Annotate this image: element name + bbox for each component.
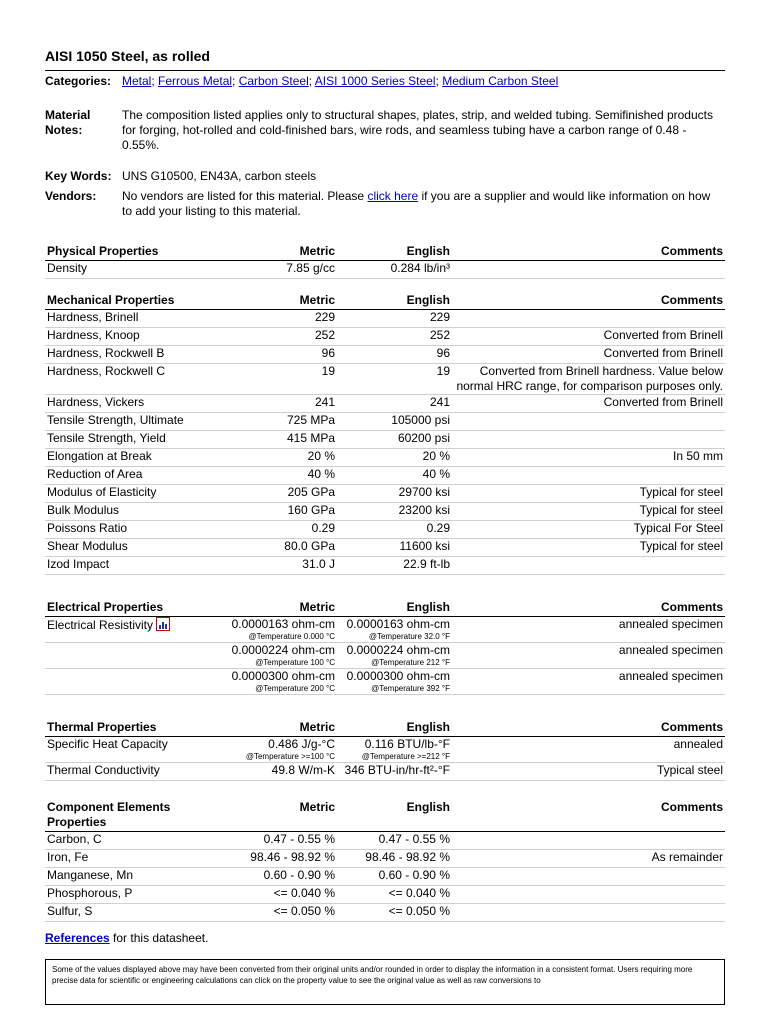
- property-row: [45, 395, 725, 413]
- english-header: English: [337, 720, 452, 737]
- english-value[interactable]: [337, 261, 452, 279]
- mechanical-properties-table: [45, 293, 725, 575]
- references-link[interactable]: References: [45, 931, 110, 945]
- metric-header: Metric: [225, 244, 337, 261]
- property-row: [45, 868, 725, 886]
- comment: [452, 868, 725, 886]
- chart-icon[interactable]: [156, 617, 170, 631]
- metric-value[interactable]: [225, 310, 337, 328]
- metric-value[interactable]: [225, 539, 337, 557]
- metric-value[interactable]: [225, 503, 337, 521]
- property-name: [45, 503, 225, 521]
- property-row: [45, 557, 725, 575]
- english-value-text: 60200 psi: [397, 431, 450, 445]
- section-header-row: [45, 293, 725, 310]
- comment: [452, 467, 725, 485]
- property-row: [45, 521, 725, 539]
- property-name: [45, 346, 225, 364]
- property-name-text: Phosphorous, P: [47, 886, 133, 900]
- english-value[interactable]: [337, 832, 452, 850]
- comment: In 50 mm: [452, 449, 725, 467]
- property-name: [45, 886, 225, 904]
- property-name-text: Elongation at Break: [47, 449, 152, 463]
- section-title: Thermal Properties: [45, 720, 225, 737]
- metric-value[interactable]: [225, 395, 337, 413]
- english-value[interactable]: [337, 521, 452, 539]
- metric-value-text: 19: [321, 364, 335, 378]
- property-name: [45, 364, 225, 395]
- comment: [452, 431, 725, 449]
- english-value-text: 252: [429, 328, 450, 342]
- category-link[interactable]: AISI 1000 Series Steel: [314, 74, 436, 88]
- english-value-text: 0.0000300 ohm-cm: [346, 669, 450, 683]
- english-value-text: <= 0.040 %: [388, 886, 450, 900]
- vendors-text-before: No vendors are listed for this material. Please: [122, 189, 368, 203]
- component-elements-table: [45, 800, 725, 922]
- comment: annealed specimen: [452, 669, 725, 695]
- comment: Converted from Brinell: [452, 346, 725, 364]
- english-value[interactable]: [337, 467, 452, 485]
- metric-value-text: 31.0 J: [302, 557, 335, 571]
- metric-value-text: 160 GPa: [287, 503, 335, 517]
- categories-label: Categories:: [45, 74, 112, 88]
- property-name: [45, 643, 225, 669]
- metric-value-text: <= 0.050 %: [273, 904, 335, 918]
- metric-condition: @Temperature >=100 °C: [245, 752, 335, 761]
- english-value-text: 229: [429, 310, 450, 324]
- metric-value[interactable]: [225, 886, 337, 904]
- english-value[interactable]: [337, 737, 452, 763]
- metric-value[interactable]: [225, 669, 337, 695]
- property-row: [45, 431, 725, 449]
- references-text: for this datasheet.: [109, 931, 209, 945]
- property-row: [45, 485, 725, 503]
- comment: Converted from Brinell: [452, 395, 725, 413]
- property-row: [45, 669, 725, 695]
- metric-value[interactable]: [225, 850, 337, 868]
- category-link[interactable]: Carbon Steel: [238, 74, 309, 88]
- english-value-text: 0.29: [426, 521, 450, 535]
- property-name: [45, 431, 225, 449]
- metric-value-text: 205 GPa: [287, 485, 335, 499]
- section-header-row: [45, 800, 725, 832]
- metric-value[interactable]: [225, 328, 337, 346]
- english-value[interactable]: [337, 886, 452, 904]
- comments-header: Comments: [452, 720, 725, 737]
- metric-value[interactable]: [225, 763, 337, 781]
- metric-condition: @Temperature 100 °C: [255, 658, 335, 667]
- comment: annealed: [452, 737, 725, 763]
- property-row: [45, 886, 725, 904]
- property-name: [45, 395, 225, 413]
- metric-value-text: 7.85 g/cc: [286, 261, 335, 275]
- metric-value[interactable]: [225, 737, 337, 763]
- english-value[interactable]: [337, 413, 452, 431]
- property-row: [45, 364, 725, 395]
- metric-value-text: 0.0000300 ohm-cm: [231, 669, 335, 683]
- comment: [452, 832, 725, 850]
- property-name: [45, 832, 225, 850]
- property-row: [45, 413, 725, 431]
- category-link[interactable]: Medium Carbon Steel: [442, 74, 559, 88]
- property-name-text: Density: [47, 261, 88, 275]
- property-name-text: Hardness, Vickers: [47, 395, 145, 409]
- property-row: [45, 261, 725, 279]
- property-name: [45, 467, 225, 485]
- english-condition: @Temperature 32.0 °F: [368, 632, 450, 641]
- thermal-properties-table: [45, 720, 725, 781]
- section-title: Component Elements Properties: [45, 800, 225, 832]
- property-row: [45, 449, 725, 467]
- metric-value-text: 252: [314, 328, 335, 342]
- english-header: English: [337, 800, 452, 832]
- english-value-text: <= 0.050 %: [388, 904, 450, 918]
- english-value-text: 29700 ksi: [398, 485, 450, 499]
- metric-value-text: 0.47 - 0.55 %: [263, 832, 335, 846]
- english-value-text: 22.9 ft-lb: [403, 557, 450, 571]
- metric-value-text: <= 0.040 %: [273, 886, 335, 900]
- english-value-text: 0.47 - 0.55 %: [378, 832, 450, 846]
- english-value-text: 96: [436, 346, 450, 360]
- english-condition: @Temperature >=212 °F: [361, 752, 450, 761]
- vendors-text: [122, 189, 722, 219]
- english-value[interactable]: [337, 539, 452, 557]
- english-value[interactable]: [337, 669, 452, 695]
- comment: [452, 413, 725, 431]
- material-notes-text: The composition listed applies only to structural shapes, plates, strip, and welded tubing. Semifinished products for forging, hot-rolled and cold-finished bars, wire rods, and seamless tubing have a carbon range of 0.48 - 0.55%.: [122, 108, 713, 152]
- english-value[interactable]: [337, 868, 452, 886]
- metric-value-text: 0.0000163 ohm-cm: [231, 617, 335, 631]
- category-link[interactable]: Metal: [122, 74, 152, 88]
- english-value-text: 0.116 BTU/lb-°F: [364, 737, 450, 751]
- comment: Converted from Brinell hardness. Value below normal HRC range, for comparison purposes only.: [452, 364, 725, 395]
- property-row: [45, 310, 725, 328]
- section-header-row: [45, 244, 725, 261]
- property-name-text: Hardness, Rockwell C: [47, 364, 166, 378]
- metric-condition: @Temperature 0.000 °C: [248, 632, 335, 641]
- english-value[interactable]: [337, 328, 452, 346]
- metric-value-text: 49.8 W/m-K: [271, 763, 335, 777]
- english-value[interactable]: [337, 850, 452, 868]
- property-name: [45, 539, 225, 557]
- property-name-text: Thermal Conductivity: [47, 763, 160, 777]
- comment: Typical steel: [452, 763, 725, 781]
- english-value[interactable]: [337, 503, 452, 521]
- metric-value-text: 0.60 - 0.90 %: [263, 868, 335, 882]
- metric-value[interactable]: [225, 485, 337, 503]
- property-name-text: Carbon, C: [47, 832, 102, 846]
- english-value-text: 40 %: [422, 467, 450, 481]
- metric-value-text: 80.0 GPa: [284, 539, 335, 553]
- metric-value-text: 0.29: [311, 521, 335, 535]
- english-value[interactable]: [337, 904, 452, 922]
- property-row: [45, 617, 725, 643]
- material-notes-label: Material Notes:: [45, 108, 91, 137]
- property-name: [45, 413, 225, 431]
- english-header: English: [337, 600, 452, 617]
- metric-value-text: 229: [314, 310, 335, 324]
- property-row: [45, 737, 725, 763]
- property-row: [45, 832, 725, 850]
- metric-value-text: 0.0000224 ohm-cm: [231, 643, 335, 657]
- metric-header: Metric: [225, 600, 337, 617]
- comments-header: Comments: [452, 800, 725, 832]
- metric-value[interactable]: [225, 617, 337, 643]
- metric-value-text: 241: [314, 395, 335, 409]
- comment: [452, 261, 725, 279]
- comment: Typical for steel: [452, 485, 725, 503]
- comments-header: Comments: [452, 244, 725, 261]
- property-name: [45, 617, 225, 643]
- comments-header: Comments: [452, 600, 725, 617]
- metric-value[interactable]: [225, 904, 337, 922]
- english-value-text: 20 %: [422, 449, 450, 463]
- property-row: [45, 346, 725, 364]
- english-value-text: 19: [436, 364, 450, 378]
- disclaimer-box: Some of the values displayed above may have been converted from their original units and/or rounded in order to display the information in a consistent format. Users requiring more precise data for scientific or engineering calculations can click on the property value to see the original value as well as raw conversions to: [45, 959, 725, 1005]
- property-name: [45, 557, 225, 575]
- page-title: AISI 1050 Steel, as rolled: [45, 48, 210, 64]
- property-row: [45, 328, 725, 346]
- title-divider: [45, 70, 725, 71]
- comment: As remainder: [452, 850, 725, 868]
- english-value[interactable]: [337, 346, 452, 364]
- vendors-label: Vendors:: [45, 189, 97, 203]
- property-name: [45, 904, 225, 922]
- property-name: [45, 737, 225, 763]
- metric-value[interactable]: [225, 431, 337, 449]
- english-value[interactable]: [337, 449, 452, 467]
- english-value-text: 105000 psi: [391, 413, 450, 427]
- property-name-text: Izod Impact: [47, 557, 110, 571]
- english-value[interactable]: [337, 364, 452, 395]
- metric-header: Metric: [225, 720, 337, 737]
- comment: Typical for steel: [452, 503, 725, 521]
- property-name: [45, 449, 225, 467]
- property-name-text: Manganese, Mn: [47, 868, 134, 882]
- english-condition: @Temperature 392 °F: [371, 684, 450, 693]
- property-name: [45, 310, 225, 328]
- comment: [452, 310, 725, 328]
- property-name: [45, 485, 225, 503]
- vendors-text-after: if you are a supplier and would like information on how to add your listing to this material.: [122, 189, 711, 218]
- english-condition: @Temperature 212 °F: [371, 658, 450, 667]
- property-name-text: Electrical Resistivity: [47, 618, 154, 632]
- english-value[interactable]: [337, 431, 452, 449]
- property-name: [45, 868, 225, 886]
- english-value[interactable]: [337, 310, 452, 328]
- metric-value[interactable]: [225, 643, 337, 669]
- english-value[interactable]: [337, 617, 452, 643]
- metric-header: Metric: [225, 800, 337, 832]
- property-row: [45, 850, 725, 868]
- english-value-text: 0.284 lb/in³: [390, 261, 450, 275]
- metric-value[interactable]: [225, 832, 337, 850]
- property-row: [45, 539, 725, 557]
- category-link[interactable]: Ferrous Metal: [158, 74, 233, 88]
- comment: [452, 904, 725, 922]
- references-line: [45, 931, 208, 945]
- comment: annealed specimen: [452, 617, 725, 643]
- property-name-text: Tensile Strength, Ultimate: [47, 413, 184, 427]
- metric-value[interactable]: [225, 868, 337, 886]
- property-name-text: Hardness, Brinell: [47, 310, 139, 324]
- metric-header: Metric: [225, 293, 337, 310]
- categories-links: Metal; Ferrous Metal; Carbon Steel; AISI 1000 Series Steel; Medium Carbon Steel: [122, 74, 559, 88]
- property-name-text: Hardness, Knoop: [47, 328, 140, 342]
- physical-properties-table: [45, 244, 725, 279]
- comment: Converted from Brinell: [452, 328, 725, 346]
- comment: annealed specimen: [452, 643, 725, 669]
- property-name-text: Bulk Modulus: [47, 503, 120, 517]
- english-value-text: 23200 ksi: [398, 503, 450, 517]
- property-name-text: Tensile Strength, Yield: [47, 431, 166, 445]
- property-name-text: Modulus of Elasticity: [47, 485, 157, 499]
- comment: [452, 557, 725, 575]
- vendors-click-here-link[interactable]: click here: [367, 189, 419, 203]
- metric-value-text: 0.486 J/g-°C: [268, 737, 335, 751]
- english-value[interactable]: [337, 395, 452, 413]
- comment: Typical For Steel: [452, 521, 725, 539]
- metric-value-text: 725 MPa: [286, 413, 335, 427]
- metric-value-text: 40 %: [307, 467, 335, 481]
- metric-value[interactable]: [225, 467, 337, 485]
- english-value-text: 0.0000224 ohm-cm: [346, 643, 450, 657]
- property-name-text: Reduction of Area: [47, 467, 143, 481]
- property-name: [45, 850, 225, 868]
- keywords-text: UNS G10500, EN43A, carbon steels: [122, 169, 317, 183]
- property-name: [45, 669, 225, 695]
- english-value[interactable]: [337, 643, 452, 669]
- metric-value-text: 20 %: [307, 449, 335, 463]
- property-row: [45, 467, 725, 485]
- comment: [452, 886, 725, 904]
- english-value-text: 0.60 - 0.90 %: [378, 868, 450, 882]
- english-value[interactable]: [337, 485, 452, 503]
- keywords-label: Key Words:: [45, 169, 112, 183]
- section-title: Physical Properties: [45, 244, 225, 261]
- property-name: [45, 261, 225, 279]
- comments-header: Comments: [452, 293, 725, 310]
- comment: Typical for steel: [452, 539, 725, 557]
- english-header: English: [337, 244, 452, 261]
- metric-value[interactable]: [225, 261, 337, 279]
- property-row: [45, 503, 725, 521]
- metric-value-text: 98.46 - 98.92 %: [250, 850, 335, 864]
- english-value[interactable]: [337, 763, 452, 781]
- section-header-row: [45, 600, 725, 617]
- metric-value[interactable]: [225, 521, 337, 539]
- property-name-text: Hardness, Rockwell B: [47, 346, 165, 360]
- electrical-properties-table: [45, 600, 725, 695]
- metric-value-text: 96: [321, 346, 335, 360]
- english-header: English: [337, 293, 452, 310]
- english-value-text: 346 BTU-in/hr-ft²-°F: [344, 763, 450, 777]
- property-name-text: Shear Modulus: [47, 539, 128, 553]
- property-row: [45, 763, 725, 781]
- property-name: [45, 521, 225, 539]
- property-row: [45, 904, 725, 922]
- metric-value[interactable]: [225, 364, 337, 395]
- metric-value[interactable]: [225, 449, 337, 467]
- english-value-text: 0.0000163 ohm-cm: [346, 617, 450, 631]
- metric-value[interactable]: [225, 557, 337, 575]
- metric-value[interactable]: [225, 346, 337, 364]
- english-value-text: 98.46 - 98.92 %: [365, 850, 450, 864]
- property-name-text: Sulfur, S: [47, 904, 93, 918]
- metric-value-text: 415 MPa: [286, 431, 335, 445]
- property-name-text: Iron, Fe: [47, 850, 89, 864]
- metric-value[interactable]: [225, 413, 337, 431]
- section-header-row: [45, 720, 725, 737]
- section-title: Electrical Properties: [45, 600, 225, 617]
- property-name: [45, 328, 225, 346]
- property-row: [45, 643, 725, 669]
- property-name-text: Poissons Ratio: [47, 521, 128, 535]
- metric-condition: @Temperature 200 °C: [255, 684, 335, 693]
- english-value-text: 241: [429, 395, 450, 409]
- english-value-text: 11600 ksi: [399, 539, 450, 553]
- property-name: [45, 763, 225, 781]
- section-title: Mechanical Properties: [45, 293, 225, 310]
- english-value[interactable]: [337, 557, 452, 575]
- property-name-text: Specific Heat Capacity: [47, 737, 168, 751]
